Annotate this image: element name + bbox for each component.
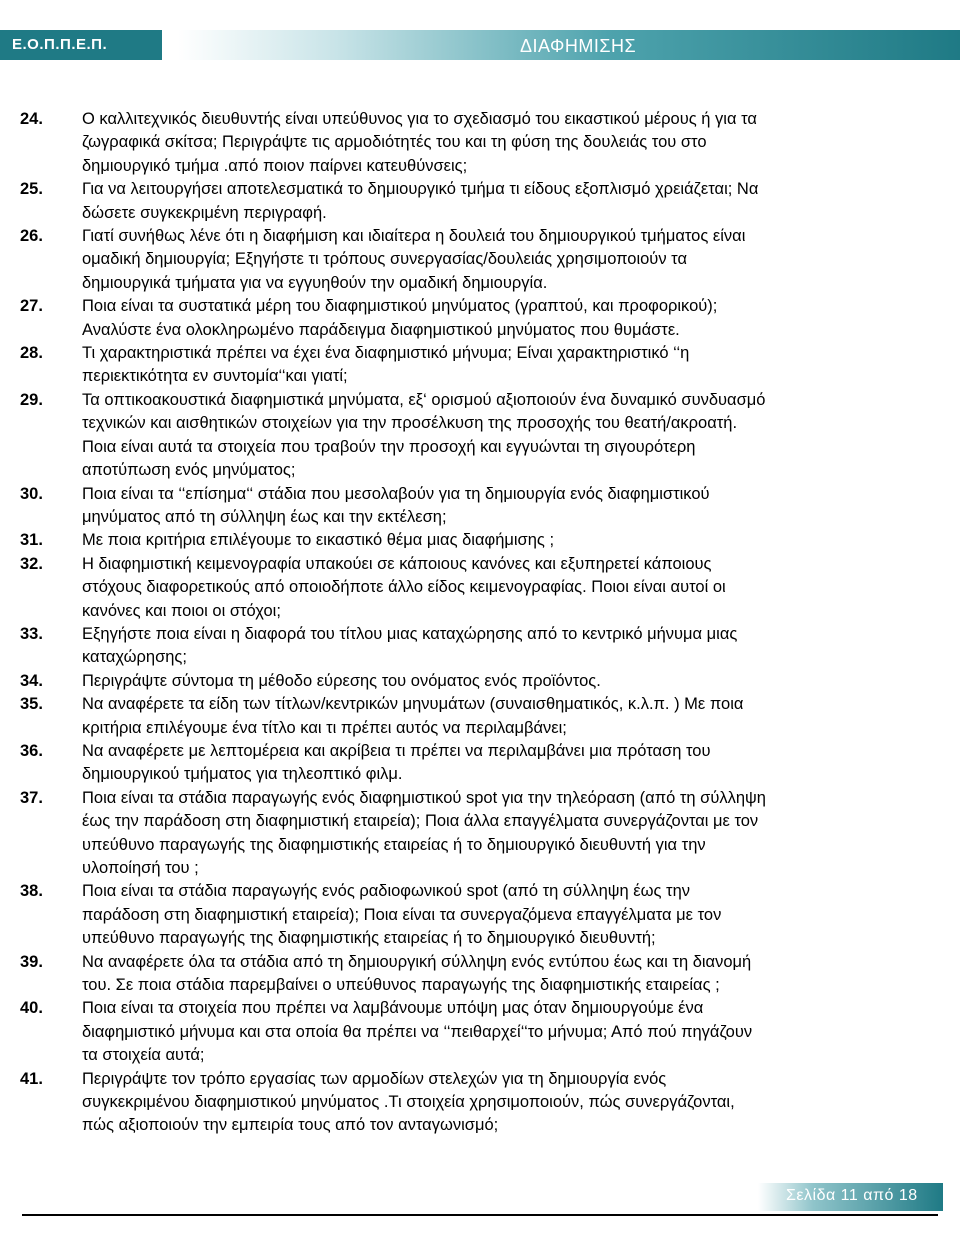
question-number: 26. [20, 227, 43, 246]
question-number: 39. [20, 952, 43, 971]
question-item [20, 623, 920, 670]
question-number: 28. [20, 344, 43, 363]
question-text: Εξηγήστε ποια είναι η διαφορά του τίτλου μιας καταχώρησης από το κεντρικό μήνυμα μιας καταχώρησης; [82, 624, 738, 667]
question-number: 32. [20, 554, 43, 573]
question-text: Να αναφέρετε όλα τα στάδια από τη δημιουργική σύλληψη ενός εντύπου έως και τη διανομή του. Σε ποια στάδια παρεμβαίνει ο υπεύθυνος παραγωγής της διαφημιστικής εταιρείας ; [82, 952, 752, 995]
question-text: Γιατί συνήθως λένε ότι η διαφήμιση και ιδιαίτερα η δουλειά του δημιουργικού τμήματος είναι ομαδική δημιουργία; Εξηγήστε τι τρόπους συνεργασίας/δουλειάς χρησιμοποιούν τα δημιουργικά τμήματα για να εγγυηθούν την ομαδική δημιουργία. [82, 227, 746, 292]
footer-divider [22, 1214, 938, 1216]
question-number: 33. [20, 624, 43, 643]
question-number: 38. [20, 882, 43, 901]
question-number: 30. [20, 484, 43, 503]
page-number: Σελίδα 11 από 18 [786, 1187, 918, 1204]
question-text: Με ποια κριτήρια επιλέγουμε το εικαστικό θέμα μιας διαφήμισης ; [82, 531, 555, 550]
question-item [20, 529, 920, 552]
question-text: Να αναφέρετε τα είδη των τίτλων/κεντρικών μηνυμάτων (συναισθηματικός, κ.λ.π. ) Με ποια κριτήρια επιλέγουμε ένα τίτλο και τι πρέπει αυτός να περιλαμβάνει; [82, 695, 744, 737]
question-item [20, 553, 920, 623]
question-number: 25. [20, 180, 43, 199]
question-text: Τα οπτικοακουστικά διαφημιστικά μηνύματα, εξ‘ ορισμού αξιοποιούν ένα δυναμικό συνδυασμό τεχνικών και αισθητικών στοιχείων για την προσέλκυση της προσοχής του θεατή/ακροατή. Ποια είναι αυτά τα στοιχεία που τραβούν την προσοχή και εγγυώνται τη σιγουρότερη αποτύπωση ενός μηνύματος; [82, 390, 766, 480]
question-text: Ο καλλιτεχνικός διευθυντής είναι υπεύθυνος για το σχεδιασμό του εικαστικού μέρους ή για τα ζωγραφικά σκίτσα; Περιγράψτε τις αρμοδιότητές του και τη φύση της δουλειάς του στο δημιουργικό τμήμα .από ποιον παίρνει κατευθύνσεις; [82, 110, 757, 175]
question-item [20, 670, 920, 693]
question-number: 34. [20, 671, 43, 690]
header-title: ΔΙΑΦΗΜΙΣΗΣ [520, 36, 637, 56]
question-number: 29. [20, 390, 43, 409]
question-item [20, 483, 920, 530]
question-text: Να αναφέρετε με λεπτομέρεια και ακρίβεια τι πρέπει να περιλαμβάνει μια πρόταση του δημιουργικού τμήματος για τηλεοπτικό φιλμ. [82, 741, 711, 784]
question-text: Ποια είναι τα στοιχεία που πρέπει να λαμβάνουμε υπόψη μας όταν δημιουργούμε ένα διαφημιστικό μήνυμα και στα οποία θα πρέπει να ‘‘πειθαρχεί‘‘το μήνυμα; Από πού πηγάζουν τα στοιχεία αυτά; [82, 999, 753, 1065]
question-item [20, 880, 920, 950]
question-text: Περιγράψτε σύντομα τη μέθοδο εύρεσης του ονόματος ενός προϊόντος. [82, 671, 601, 690]
header-org-label: Ε.Ο.Π.Π.Ε.Π. [0, 30, 162, 60]
question-number: 36. [20, 741, 43, 760]
question-text: Ποια είναι τα συστατικά μέρη του διαφημιστικού μηνύματος (γραπτού, και προφορικού); Αναλύστε ένα ολοκληρωμένο παράδειγμα διαφημιστικού μηνύματος που θυμάστε. [82, 297, 718, 339]
question-item [20, 997, 920, 1067]
question-text: Η διαφημιστική κειμενογραφία υπακούει σε κάποιους κανόνες και εξυπηρετεί κάποιους στόχους διαφορετικούς από οποιοδήποτε άλλο είδος κειμενογραφίας. Ποιοι είναι αυτοί οι κανόνες και ποιοι οι στόχοι; [82, 554, 726, 620]
question-text: Ποια είναι τα ‘‘επίσημα‘‘ στάδια που μεσολαβούν για τη δημιουργία ενός διαφημιστικού μηνύματος από τη σύλληψη έως και την εκτέλεση; [82, 484, 710, 526]
question-text: Για να λειτουργήσει αποτελεσματικά το δημιουργικό τμήμα τι είδους εξοπλισμό χρειάζεται; Να δώσετε συγκεκριμένη περιγραφή. [82, 180, 759, 222]
question-item [20, 951, 920, 998]
page-header [0, 0, 960, 80]
question-item [20, 787, 920, 881]
question-item [20, 225, 920, 295]
question-number: 37. [20, 788, 43, 807]
question-item [20, 1068, 920, 1138]
question-item [20, 295, 920, 342]
question-number: 27. [20, 297, 43, 316]
question-text: Περιγράψτε τον τρόπο εργασίας των αρμοδίων στελεχών για τη δημιουργία ενός συγκεκριμένου διαφημιστικού μηνύματος .Τι στοιχεία χρησιμοποιούν, πώς συνεργάζονται, πώς αξιοποιούν την εμπειρία τους από τον ανταγωνισμό; [82, 1069, 735, 1135]
question-text: Ποια είναι τα στάδια παραγωγής ενός διαφημιστικού spot για την τηλεόραση (από τη σύλληψη έως την παράδοση στη διαφημιστική εταιρεία); Ποια άλλα επαγγέλματα συνεργάζονται με τον υπεύθυνο παραγωγής της διαφημιστικής εταιρείας ή το δημιουργικό διευθυντή για την υλοποίησή του ; [82, 788, 766, 877]
question-item [20, 178, 920, 225]
question-text: Ποια είναι τα στάδια παραγωγής ενός ραδιοφωνικού spot (από τη σύλληψη έως την παράδοση στη διαφημιστική εταιρεία); Ποια είναι τα συνεργαζόμενα επαγγέλματα με τον υπεύθυνο παραγωγής της διαφημιστικής εταιρείας ή το δημιουργικό διευθυντή; [82, 882, 722, 948]
question-item [20, 108, 920, 178]
question-item [20, 740, 920, 787]
questions-list [20, 108, 920, 1138]
question-number: 24. [20, 110, 43, 128]
question-item [20, 389, 920, 483]
question-item [20, 693, 920, 740]
question-item [20, 342, 920, 389]
question-number: 31. [20, 531, 43, 550]
question-text: Τι χαρακτηριστικά πρέπει να έχει ένα διαφημιστικό μήνυμα; Είναι χαρακτηριστικό ‘‘η περιεκτικότητα εν συντομία‘‘και γιατί; [82, 344, 690, 386]
question-number: 41. [20, 1069, 43, 1088]
question-number: 35. [20, 695, 43, 714]
question-number: 40. [20, 999, 43, 1018]
